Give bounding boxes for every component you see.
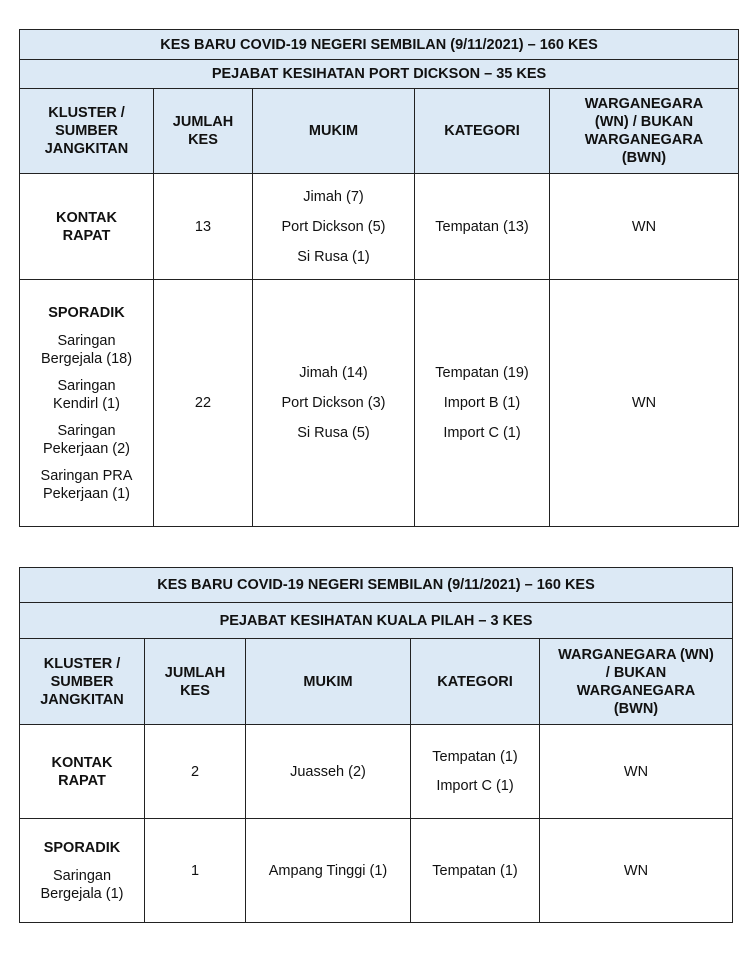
header-nationality: WARGANEGARA (WN) / BUKAN WARGANEGARA (BWN) (540, 639, 733, 725)
case-count-cell: 2 (145, 725, 246, 819)
category-cell: Tempatan (1) (411, 819, 540, 923)
mukim-cell: Jimah (7) Port Dickson (5) Si Rusa (1) (253, 174, 415, 280)
source-cell: KONTAK RAPAT (20, 174, 154, 280)
table-row (20, 280, 739, 527)
report-title: KES BARU COVID-19 NEGERI SEMBILAN (9/11/2021) – 160 KES (20, 568, 733, 603)
nationality-cell: WN (540, 725, 733, 819)
category-cell: Tempatan (19) Import B (1) Import C (1) (415, 280, 550, 527)
source-cell: KONTAK RAPAT (20, 725, 145, 819)
header-mukim: MUKIM (246, 639, 411, 725)
mukim-cell: Jimah (14) Port Dickson (3) Si Rusa (5) (253, 280, 415, 527)
category-cell: Tempatan (1) Import C (1) (411, 725, 540, 819)
header-case-count: JUMLAH KES (154, 89, 253, 174)
health-office-title: PEJABAT KESIHATAN PORT DICKSON – 35 KES (20, 60, 739, 89)
category-cell: Tempatan (13) (415, 174, 550, 280)
source-cell: SPORADIK Saringan Bergejala (1) (20, 819, 145, 923)
report-title: KES BARU COVID-19 NEGERI SEMBILAN (9/11/2021) – 160 KES (20, 30, 739, 60)
nationality-cell: WN (550, 280, 739, 527)
header-case-count: JUMLAH KES (145, 639, 246, 725)
source-cell: SPORADIK Saringan Bergejala (18) Saringan Kendirl (1) Saringan Pekerjaan (2) Saringan PRA Pekerjaan (1) (20, 280, 154, 527)
kuala-pilah-table (19, 567, 733, 923)
header-category: KATEGORI (411, 639, 540, 725)
table-row (20, 819, 733, 923)
header-category: KATEGORI (415, 89, 550, 174)
header-nationality: WARGANEGARA (WN) / BUKAN WARGANEGARA (BWN) (550, 89, 739, 174)
nationality-cell: WN (550, 174, 739, 280)
case-count-cell: 22 (154, 280, 253, 527)
table-row (20, 725, 733, 819)
port-dickson-table (19, 29, 739, 527)
table-row (20, 174, 739, 280)
header-source: KLUSTER / SUMBER JANGKITAN (20, 639, 145, 725)
header-source: KLUSTER / SUMBER JANGKITAN (20, 89, 154, 174)
health-office-title: PEJABAT KESIHATAN KUALA PILAH – 3 KES (20, 603, 733, 639)
mukim-cell: Ampang Tinggi (1) (246, 819, 411, 923)
case-count-cell: 1 (145, 819, 246, 923)
header-mukim: MUKIM (253, 89, 415, 174)
nationality-cell: WN (540, 819, 733, 923)
mukim-cell: Juasseh (2) (246, 725, 411, 819)
case-count-cell: 13 (154, 174, 253, 280)
